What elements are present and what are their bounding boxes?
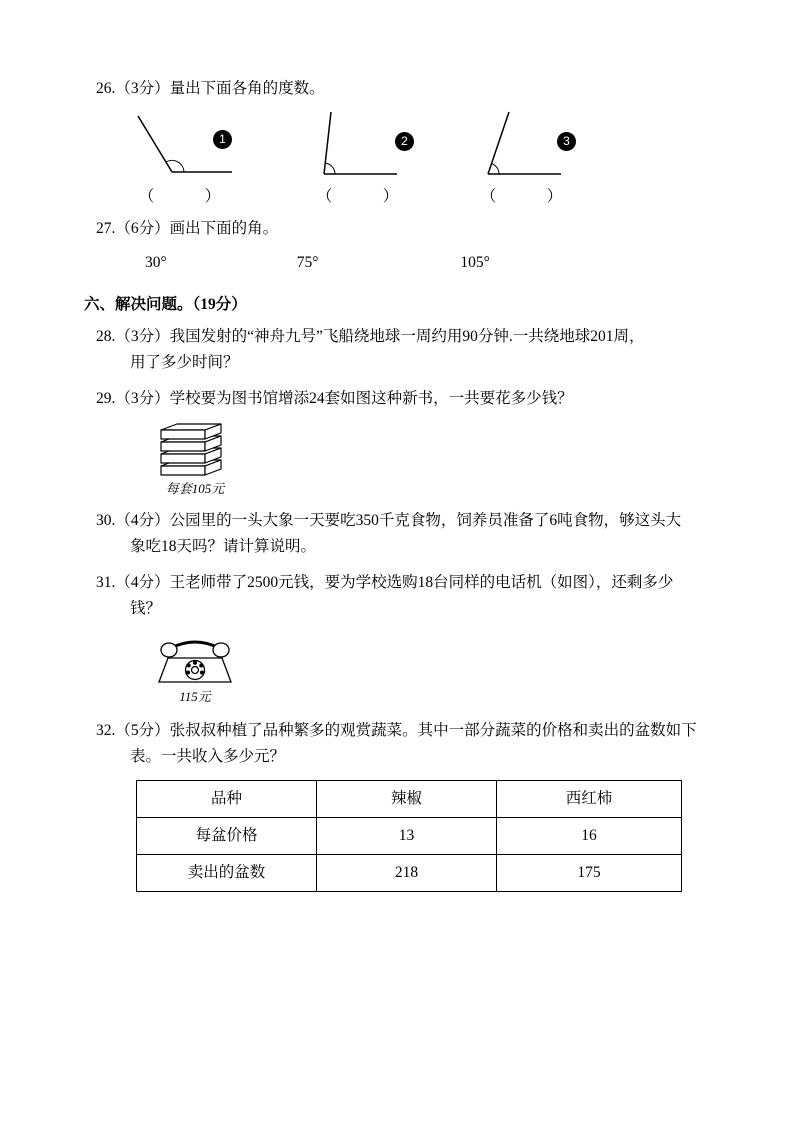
angle-figure-3 [466, 108, 578, 210]
table-cell: 13 [317, 818, 497, 855]
table-cell: 16 [497, 818, 682, 855]
table-cell: 卖出的盆数 [137, 855, 317, 892]
angle-figures-row [96, 108, 704, 210]
section-six-title: 六、解决问题。（19分） [84, 296, 247, 313]
telephone-icon [147, 628, 243, 688]
angle-figure-2 [302, 108, 414, 210]
question-27 [96, 216, 704, 276]
table-cell: 175 [497, 855, 682, 892]
question-32-line2: 表。一共收入多少元？ [130, 748, 286, 765]
angle-number-badge: 3 [557, 132, 576, 151]
table-row-pots [137, 855, 682, 892]
question-30 [96, 508, 704, 560]
answer-blank-1: （ ） [138, 188, 222, 205]
question-26 [96, 76, 704, 210]
vegetable-price-table [136, 780, 682, 892]
angle-figure-1 [124, 108, 236, 210]
angle-number-badge: 2 [395, 132, 414, 151]
table-cell: 每盆价格 [137, 818, 317, 855]
question-32-line1: 32.（5分）张叔叔种植了品种繁多的观赏蔬菜。其中一部分蔬菜的价格和卖出的盆数如下 [96, 722, 697, 739]
table-header-row [137, 781, 682, 818]
question-28 [96, 324, 704, 376]
question-27-text: 27.（6分）画出下面的角。 [96, 220, 279, 237]
table-header-cell: 西红柿 [497, 781, 682, 818]
question-31-line2: 钱？ [130, 600, 162, 617]
question-31 [96, 570, 704, 706]
degree-value-1: 30° [145, 254, 167, 271]
question-28-line2: 用了多少时间？ [130, 354, 239, 371]
books-stack-icon [147, 418, 243, 480]
degrees-row [96, 250, 704, 276]
question-32 [96, 718, 704, 892]
answer-blank-3: （ ） [480, 188, 564, 205]
degree-value-2: 75° [296, 254, 319, 271]
table-header-cell: 辣椒 [317, 781, 497, 818]
question-29 [96, 386, 704, 498]
question-30-line1: 30.（4分）公园里的一头大象一天要吃350千克食物，饲养员准备了6吨食物，够这头大 [96, 512, 682, 529]
angle-number-badge: 1 [213, 130, 232, 149]
table-row-price [137, 818, 682, 855]
question-26-text: 26.（3分）量出下面各角的度数。 [96, 80, 325, 97]
question-31-line1: 31.（4分）王老师带了2500元钱，要为学校选购18台同样的电话机（如图），还剩多少 [96, 574, 674, 591]
telephone-price-label: 115元 [179, 689, 211, 704]
books-price-label: 每套105元 [165, 481, 225, 496]
question-30-line2: 象吃18天吗？请计算说明。 [130, 538, 317, 555]
degree-value-3: 105° [460, 254, 490, 271]
question-29-text: 29.（3分）学校要为图书馆增添24套如图这种新书，一共要花多少钱？ [96, 390, 573, 407]
telephone-figure [140, 628, 250, 706]
answer-blank-2: （ ） [316, 188, 400, 205]
table-cell: 218 [317, 855, 497, 892]
books-figure [140, 418, 250, 498]
question-28-line1: 28.（3分）我国发射的“神舟九号”飞船绕地球一周约用90分钟.一共绕地球201周， [96, 328, 645, 345]
table-header-cell: 品种 [137, 781, 317, 818]
